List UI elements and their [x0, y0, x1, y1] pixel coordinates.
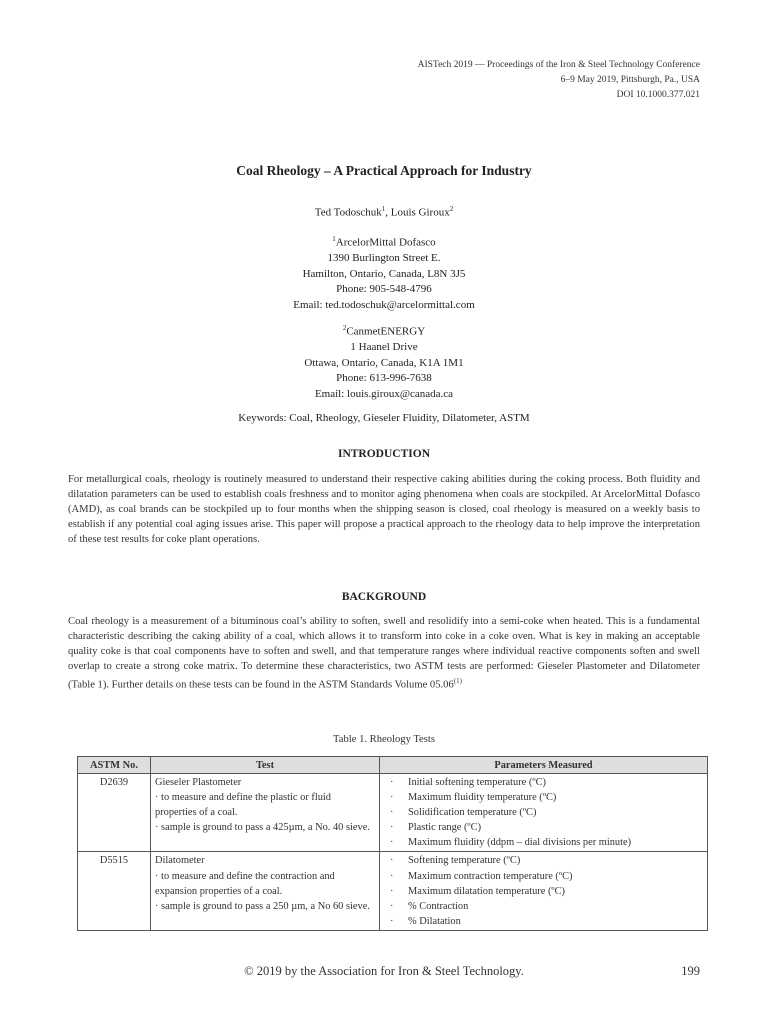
- bullet: ·: [390, 777, 394, 788]
- affiliation-1-street: 1390 Burlington Street E.: [327, 252, 441, 265]
- test-description: · to measure and define the contraction and expansion properties of a coal.: [155, 870, 335, 897]
- affiliation-2-city: Ottawa, Ontario, Canada, K1A 1M1: [304, 356, 464, 369]
- bullet: ·: [390, 792, 394, 804]
- rheology-table: [77, 756, 708, 931]
- bullet: ·: [390, 822, 394, 834]
- background-reference: (1): [453, 677, 462, 686]
- parameter-item: · % Dilatation: [384, 914, 703, 929]
- introduction-heading: INTRODUCTION: [337, 448, 430, 460]
- header-parameters: Parameters Measured: [380, 757, 708, 774]
- parameter-item: · Softening temperature (ºC): [384, 853, 703, 868]
- parameter-item: · Solidification temperature (ºC): [384, 805, 703, 820]
- parameter-item: · Initial softening temperature (ºC): [384, 775, 703, 790]
- header-line-doi: DOI 10.1000.377.021: [616, 90, 700, 100]
- header-astm: ASTM No.: [78, 757, 151, 774]
- author-line: [0, 202, 768, 221]
- affiliation-2-name: $^2$CanmetENERGY: [342, 324, 426, 338]
- parameters-cell: [380, 774, 708, 852]
- introduction-paragraph: For metallurgical coals, rheology is routinely measured to understand their respective caking abilities during the coking process. Both fluidity and dilatation parameters can be used to establish coals freshness and to monitor aging phenomena when coals are stockpiled. At ArcelorMittal Dofasco (AMD), as coal brands can be stockpiled up to four months when the shipping season is closed, coal rheology is measured on a weekly basis to establish if any potential coal aging issues arise. This paper will propose a practical approach to the rheology data to help improve the interpretation of these test results for coke plant operations.: [68, 474, 700, 546]
- author-1: Ted Todoschuk: [314, 206, 382, 219]
- parameter-item: · Maximum fluidity (ddpm – dial divisions per minute): [384, 835, 703, 850]
- author-2-sup: 2: [449, 205, 454, 213]
- parameter-item: · % Contraction: [384, 899, 703, 914]
- affiliation-1-name: $^1$ArcelorMittal Dofasco: [332, 235, 436, 249]
- astm-number: D2639: [78, 774, 151, 852]
- test-description: · sample is ground to pass a 250 µm, a No 60 sieve.: [155, 900, 370, 912]
- parameters-cell: [380, 852, 708, 930]
- affiliation-2-phone: Phone: 613-996-7638: [336, 372, 432, 385]
- bullet: ·: [390, 885, 394, 897]
- bullet: ·: [390, 870, 394, 882]
- affiliation-2-street: 1 Haanel Drive: [350, 341, 418, 354]
- page-number: 199: [681, 964, 700, 978]
- test-name: Gieseler Plastometer: [155, 777, 242, 788]
- parameter-item: · Maximum dilatation temperature (ºC): [384, 884, 703, 899]
- author-separator: ,: [385, 206, 391, 219]
- copyright-footer: © 2019 by the Association for Iron & Steel Technology.: [244, 964, 524, 978]
- background-heading: BACKGROUND: [341, 591, 427, 603]
- bullet: ·: [390, 915, 394, 927]
- paper-title: Coal Rheology – A Practical Approach for Industry: [236, 163, 532, 178]
- affiliation-1-email: Email: ted.todoschuk@arcelormittal.com: [293, 298, 475, 311]
- affiliation-1-sup: 1: [332, 235, 336, 243]
- affiliation-1-phone: Phone: 905-548-4796: [336, 283, 432, 296]
- affiliation-2: [0, 321, 768, 402]
- header-line-conference: AISTech 2019 — Proceedings of the Iron & Steel Technology Conference: [417, 60, 700, 70]
- conference-header: [418, 58, 700, 103]
- test-cell: [151, 852, 380, 930]
- test-cell: [151, 774, 380, 852]
- test-description: · sample is ground to pass a 425µm, a No. 40 sieve.: [155, 822, 370, 834]
- background-text: Coal rheology is a measurement of a bituminous coal’s ability to soften, swell and resolidify into a semi-coke when heated. This is a fundamental characteristic describing the caking ability of a coal, which allows it to transform into coke in a coke oven. What is key in making an acceptable quality coke is that coal components have to soften and swell, and that temperature ranges where individual reactive components soften and swell overlap to create a strong coke matrix. To determine these characteristics, two ASTM tests are performed: Gieseler Plastometer and Dilatometer (Table 1). Further details on these tests can be found in the ASTM Standards Volume 05.06: [68, 616, 700, 691]
- table-row: [78, 774, 708, 852]
- background-paragraph: [68, 614, 700, 693]
- parameter-item: · Maximum fluidity temperature (ºC): [384, 790, 703, 805]
- test-name: Dilatometer: [155, 855, 205, 867]
- table-row: [78, 852, 708, 930]
- header-test: Test: [151, 757, 380, 774]
- keywords: Keywords: Coal, Rheology, Gieseler Fluidity, Dilatometer, ASTM: [238, 412, 530, 424]
- author-2: Louis Giroux: [390, 206, 450, 219]
- author-1-sup: 1: [381, 205, 386, 213]
- test-description: · to measure and define the plastic or fluid properties of a coal.: [155, 792, 332, 819]
- table-header-row: [78, 757, 708, 774]
- bullet: ·: [390, 807, 394, 819]
- header-line-date: 6–9 May 2019, Pittsburgh, Pa., USA: [560, 75, 700, 85]
- affiliation-2-sup: 2: [342, 324, 347, 332]
- affiliation-1: [0, 232, 768, 313]
- table-caption: Table 1. Rheology Tests: [333, 734, 435, 745]
- bullet: ·: [390, 855, 394, 867]
- parameter-item: · Plastic range (ºC): [384, 820, 703, 835]
- bullet: ·: [390, 900, 394, 912]
- bullet: ·: [390, 837, 394, 849]
- astm-number: D5515: [78, 852, 151, 930]
- affiliation-1-city: Hamilton, Ontario, Canada, L8N 3J5: [302, 267, 466, 280]
- parameter-item: · Maximum contraction temperature (ºC): [384, 869, 703, 884]
- affiliation-2-email: Email: louis.giroux@canada.ca: [314, 387, 454, 400]
